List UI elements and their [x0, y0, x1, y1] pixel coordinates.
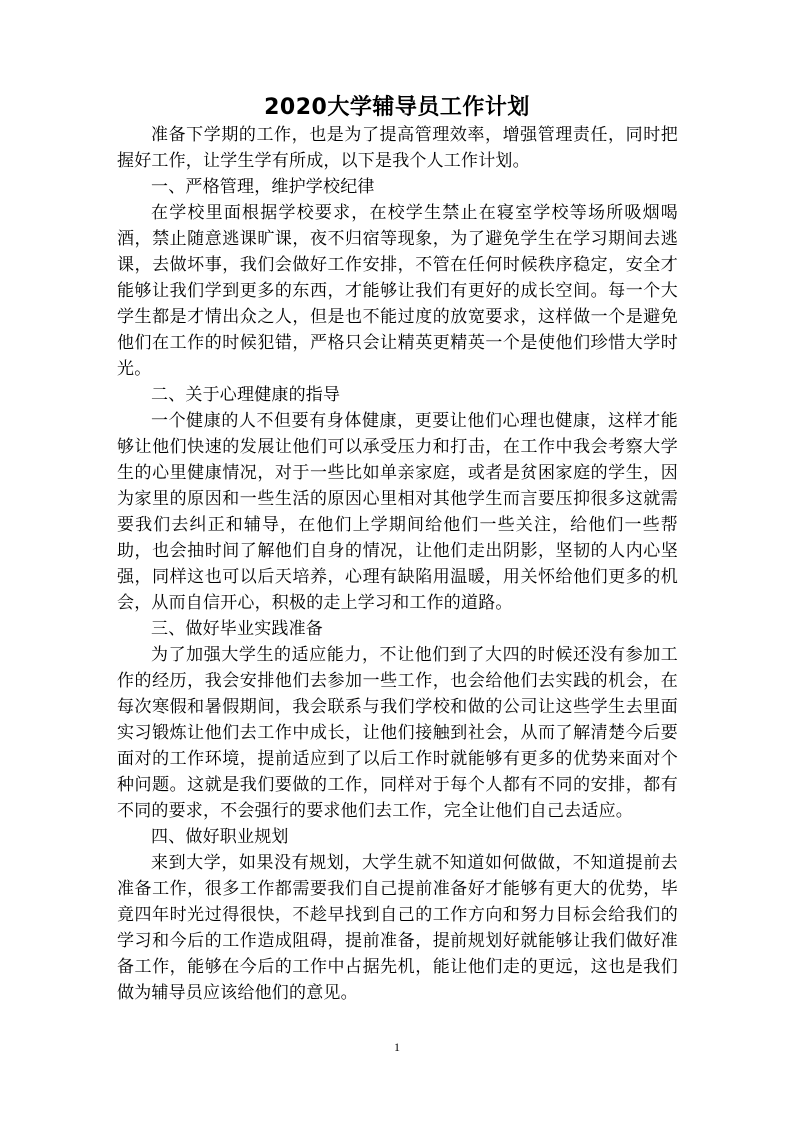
section-1-body: 在学校里面根据学校要求，在校学生禁止在寝室学校等场所吸烟喝酒，禁止随意逃课旷课，夜不归宿等现象，为了避免学生在学习期间去逃课，去做坏事，我们会做好工作安排，不管在任何时候秩序稳定，安全才能够让我们学到更多的东西，才能够让我们有更好的成长空间。每一个大学生都是才情出众之人，但是也不能过度的放宽要求，这样做一个是避免他们在工作的时候犯错，严格只会让精英更精英一个是使他们珍惜大学时光。	[117, 203, 678, 379]
document-title: 2020大学辅导员工作计划	[264, 95, 530, 120]
document-body	[117, 122, 678, 1006]
section-2-heading: 二、关于心理健康的指导	[151, 385, 341, 405]
section-4-body: 来到大学，如果没有规划，大学生就不知道如何做做，不知道提前去准备工作，很多工作都需要我们自己提前准备好才能够有更大的优势，毕竟四年时光过得很快，不趁早找到自己的工作方向和努力目标会给我们的学习和今后的工作造成阻碍，提前准备，提前规划好就能够让我们做好准备工作，能够在今后的工作中占据先机，能让他们走的更远，这也是我们做为辅导员应该给他们的意见。	[117, 853, 678, 1003]
section-3-body: 为了加强大学生的适应能力，不让他们到了大四的时候还没有参加工作的经历，我会安排他们去参加一些工作，也会给他们去实践的机会，在每次寒假和暑假期间，我会联系与我们学校和做的公司让这些学生去里面实习锻炼让他们去工作中成长，让他们接触到社会，从而了解清楚今后要面对的工作环境，提前适应到了以后工作时就能够有更多的优势来面对个种问题。这就是我们要做的工作，同样对于每个人都有不同的安排，都有不同的要求，不会强行的要求他们去工作，完全让他们自己去适应。	[117, 645, 678, 821]
section-1-heading: 一、严格管理，维护学校纪律	[151, 177, 375, 197]
section-3-heading: 三、做好毕业实践准备	[151, 619, 323, 639]
section-2-body: 一个健康的人不但要有身体健康，更要让他们心理也健康，这样才能够让他们快速的发展让他们可以承受压力和打击，在工作中我会考察大学生的心里健康情况，对于一些比如单亲家庭，或者是贫困家庭的学生，因为家里的原因和一些生活的原因心里相对其他学生而言要压抑很多这就需要我们去纠正和辅导，在他们上学期间给他们一些关注，给他们一些帮助，也会抽时间了解他们自身的情况，让他们走出阴影，坚韧的人内心坚强，同样这也可以后天培养，心理有缺陷用温暖，用关怀给他们更多的机会，从而自信开心，积极的走上学习和工作的道路。	[117, 411, 678, 613]
page-number: 1	[394, 1040, 400, 1054]
section-4-heading: 四、做好职业规划	[151, 827, 289, 847]
intro-paragraph: 准备下学期的工作，也是为了提高管理效率，增强管理责任，同时把握好工作，让学生学有所成，以下是我个人工作计划。	[117, 125, 678, 171]
